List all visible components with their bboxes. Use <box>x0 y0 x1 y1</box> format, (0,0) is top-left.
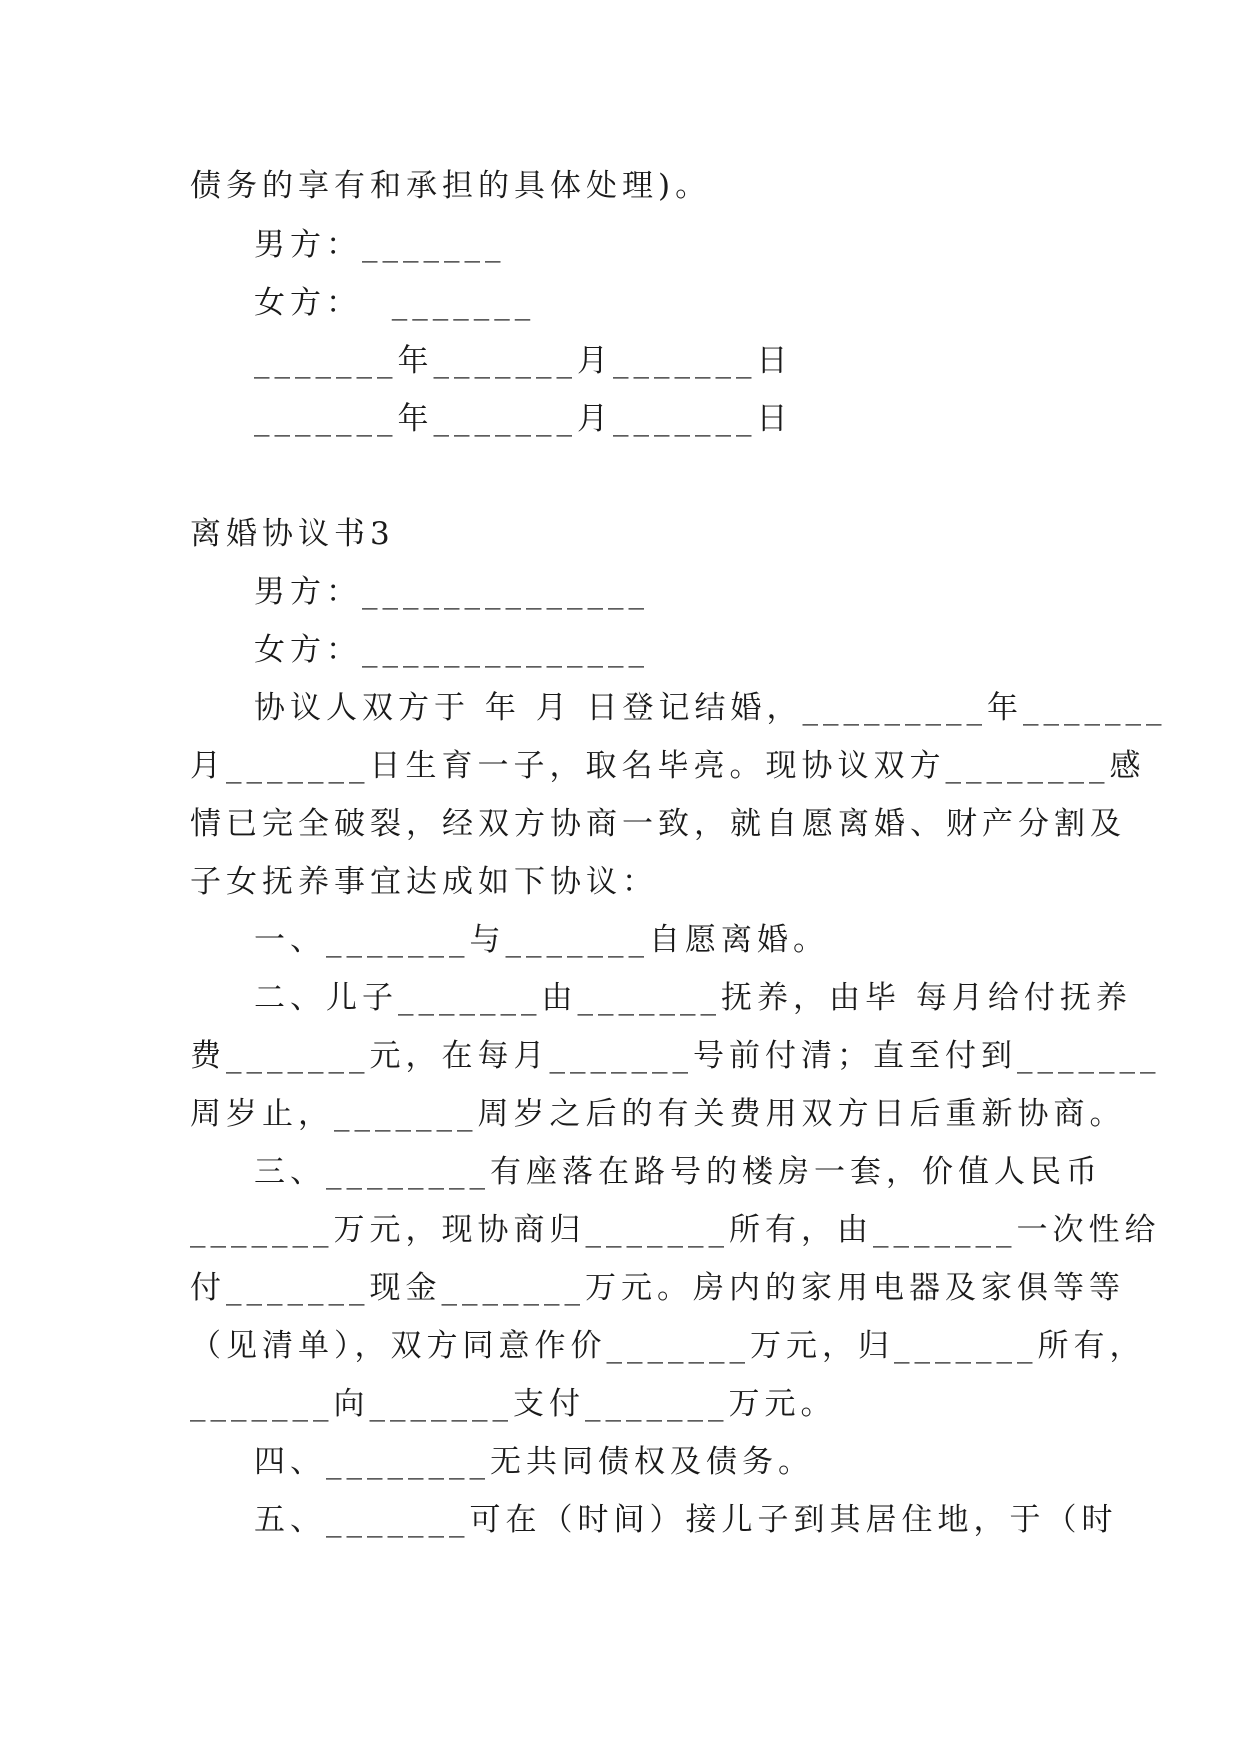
section-title: 离婚协议书3 <box>190 516 395 552</box>
male-signature-line: 男方：_______ <box>254 227 506 263</box>
clause-2-line: 费_______元，在每月_______号前付清；直至付到_______ <box>190 1038 1161 1074</box>
date-line-1: _______年_______月_______日 <box>254 343 793 379</box>
intro-paragraph-line: 月_______日生育一子，取名毕亮。现协议双方________感 <box>190 748 1146 784</box>
intro-paragraph-line: 协议人双方于 年 月 日登记结婚，_________年_______ <box>254 690 1167 726</box>
party-male-line: 男方：______________ <box>254 574 649 610</box>
clause-3-line: （见清单），双方同意作价_______万元，归_______所有， <box>190 1328 1146 1364</box>
party-female-line: 女方：______________ <box>254 632 649 668</box>
clause-4: 四、________无共同债权及债务。 <box>254 1444 814 1480</box>
prev-section-tail: 债务的享有和承担的具体处理)。 <box>190 168 712 204</box>
date-line-2: _______年_______月_______日 <box>254 401 793 437</box>
clause-5: 五、_______可在（时间）接儿子到其居住地，于（时 <box>254 1502 1118 1538</box>
clause-3-line: 三、________有座落在路号的楼房一套，价值人民币 <box>254 1154 1102 1190</box>
clause-3-line: 付_______现金_______万元。房内的家用电器及家俱等等 <box>190 1270 1125 1306</box>
female-signature-line: 女方： _______ <box>254 285 536 321</box>
clause-3-line: _______向_______支付_______万元。 <box>190 1386 837 1422</box>
intro-paragraph-line: 子女抚养事宜达成如下协议： <box>190 864 658 900</box>
clause-1: 一、_______与_______自愿离婚。 <box>254 922 829 958</box>
clause-3-line: _______万元，现协商归_______所有，由_______一次性给 <box>190 1212 1161 1248</box>
clause-2-line: 周岁止，_______周岁之后的有关费用双方日后重新协商。 <box>190 1096 1126 1132</box>
intro-paragraph-line: 情已完全破裂，经双方协商一致，就自愿离婚、财产分割及 <box>190 806 1126 842</box>
clause-2-line: 二、儿子_______由_______抚养，由毕 每月给付抚养 <box>254 980 1132 1016</box>
